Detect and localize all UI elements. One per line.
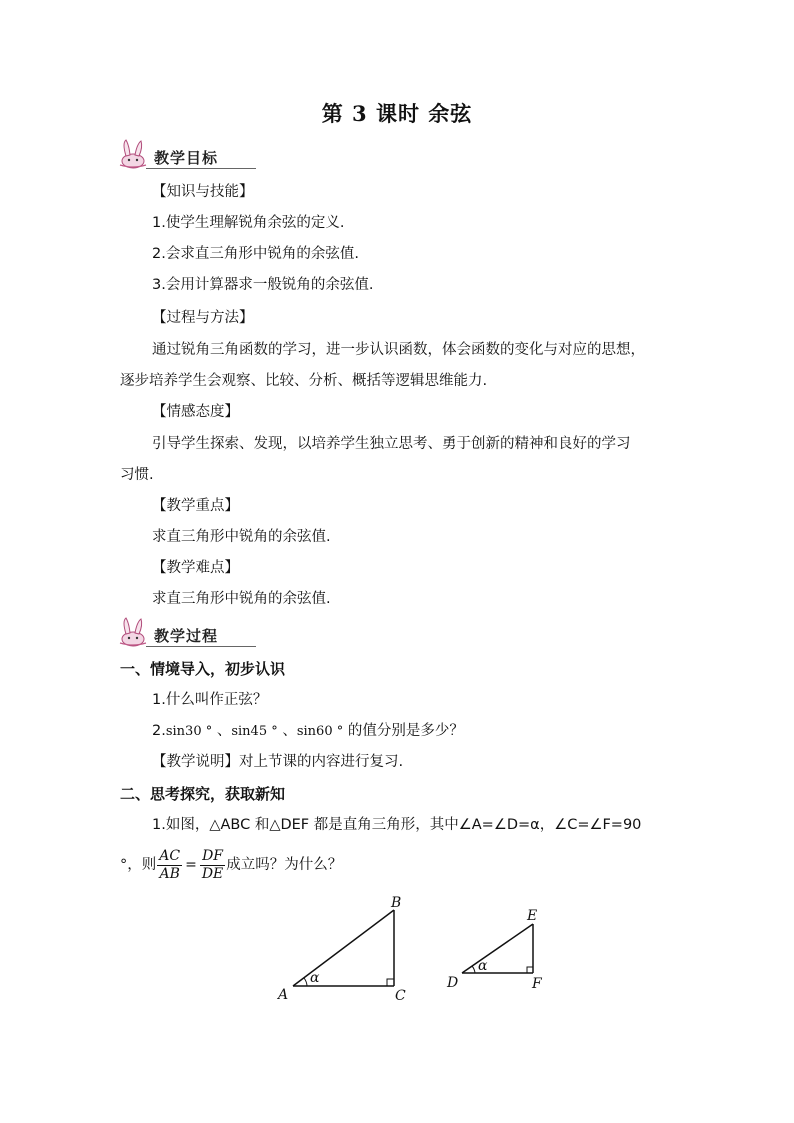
difficulty-text: 求直三角形中锐角的余弦值.: [152, 591, 331, 607]
fraction-denominator: DE: [201, 865, 224, 882]
problem-1-line-1: 1.如图，△ABC 和△DEF 都是直角三角形，其中∠A=∠D=α，∠C=∠F=90: [152, 817, 642, 833]
process-badge: [116, 621, 256, 649]
separator: 、: [212, 723, 232, 739]
problem-1-line-2: [120, 845, 342, 885]
emotion-text-line-2: 习惯.: [120, 467, 154, 483]
fraction-ac-ab: [157, 848, 182, 883]
vertex-label-f: F: [532, 976, 542, 992]
side-ab: [293, 910, 394, 986]
sin45-value: sin45 °: [231, 724, 278, 739]
rabbit-icon: [116, 139, 150, 169]
question-2-prefix: 2.: [152, 723, 166, 739]
method-heading: 【过程与方法】: [152, 310, 254, 326]
angle-arc-a: [304, 978, 307, 986]
fraction-numerator: AC: [159, 847, 181, 864]
teaching-note-text: 对上节课的内容进行复习.: [239, 754, 404, 770]
triangle-def: [446, 908, 543, 992]
vertex-label-c: C: [395, 988, 406, 1004]
triangles-figure: [270, 890, 570, 1010]
badge-underline: [146, 168, 256, 170]
angle-arc-d: [472, 966, 475, 973]
angle-label-alpha: α: [310, 970, 320, 986]
problem-1-prefix: °，则: [120, 857, 157, 873]
sin60-value: sin60 °: [296, 724, 344, 739]
objectives-badge: [116, 143, 256, 171]
vertex-label-e: E: [527, 908, 538, 924]
key-point-text: 求直三角形中锐角的余弦值.: [152, 529, 331, 545]
knowledge-item-3: 3.会用计算器求一般锐角的余弦值.: [152, 277, 374, 293]
emotion-heading: 【情感态度】: [152, 404, 239, 420]
question-2-suffix: 的值分别是多少？: [343, 723, 464, 739]
method-text-line-1: 通过锐角三角函数的学习，进一步认识函数，体会函数的变化与对应的思想，: [152, 342, 645, 358]
section-2-title: 二、思考探究，获取新知: [120, 785, 286, 803]
side-de: [462, 924, 533, 973]
fraction-numerator: DF: [200, 848, 225, 866]
key-point-heading: 【教学重点】: [152, 498, 239, 514]
knowledge-item-2: 2.会求直三角形中锐角的余弦值.: [152, 246, 359, 262]
rabbit-icon: [116, 617, 150, 647]
equals-sign: =: [185, 857, 197, 873]
objectives-badge-label: 教学目标: [154, 149, 219, 167]
vertex-label-a: A: [278, 987, 289, 1003]
page-title: 第 3 课时 余弦: [321, 101, 473, 126]
question-2: [152, 721, 464, 742]
vertex-label-b: B: [391, 895, 402, 911]
vertex-label-d: D: [447, 975, 459, 991]
problem-1-suffix: 成立吗？为什么？: [226, 857, 343, 873]
sin30-value: sin30 °: [165, 724, 213, 739]
section-1-title: 一、情境导入，初步认识: [120, 660, 286, 678]
separator: 、: [277, 723, 297, 739]
knowledge-heading: 【知识与技能】: [152, 184, 254, 200]
angle-label-alpha: α: [478, 958, 488, 974]
right-angle-mark-c: [387, 979, 394, 986]
fraction-df-de: [200, 848, 225, 883]
question-1: 1.什么叫作正弦？: [152, 692, 268, 708]
fraction-denominator: AB: [159, 865, 180, 882]
badge-underline: [146, 646, 256, 648]
teaching-note: [152, 752, 403, 772]
triangle-abc: [276, 895, 406, 1004]
teaching-note-label: 【教学说明】: [152, 754, 239, 770]
process-badge-label: 教学过程: [154, 627, 219, 645]
difficulty-heading: 【教学难点】: [152, 560, 239, 576]
knowledge-item-1: 1.使学生理解锐角余弦的定义.: [152, 215, 345, 231]
right-angle-mark-f: [527, 967, 533, 973]
emotion-text-line-1: 引导学生探索、发现，以培养学生独立思考、勇于创新的精神和良好的学习: [152, 436, 631, 452]
method-text-line-2: 逐步培养学生会观察、比较、分析、概括等逻辑思维能力.: [120, 373, 488, 389]
